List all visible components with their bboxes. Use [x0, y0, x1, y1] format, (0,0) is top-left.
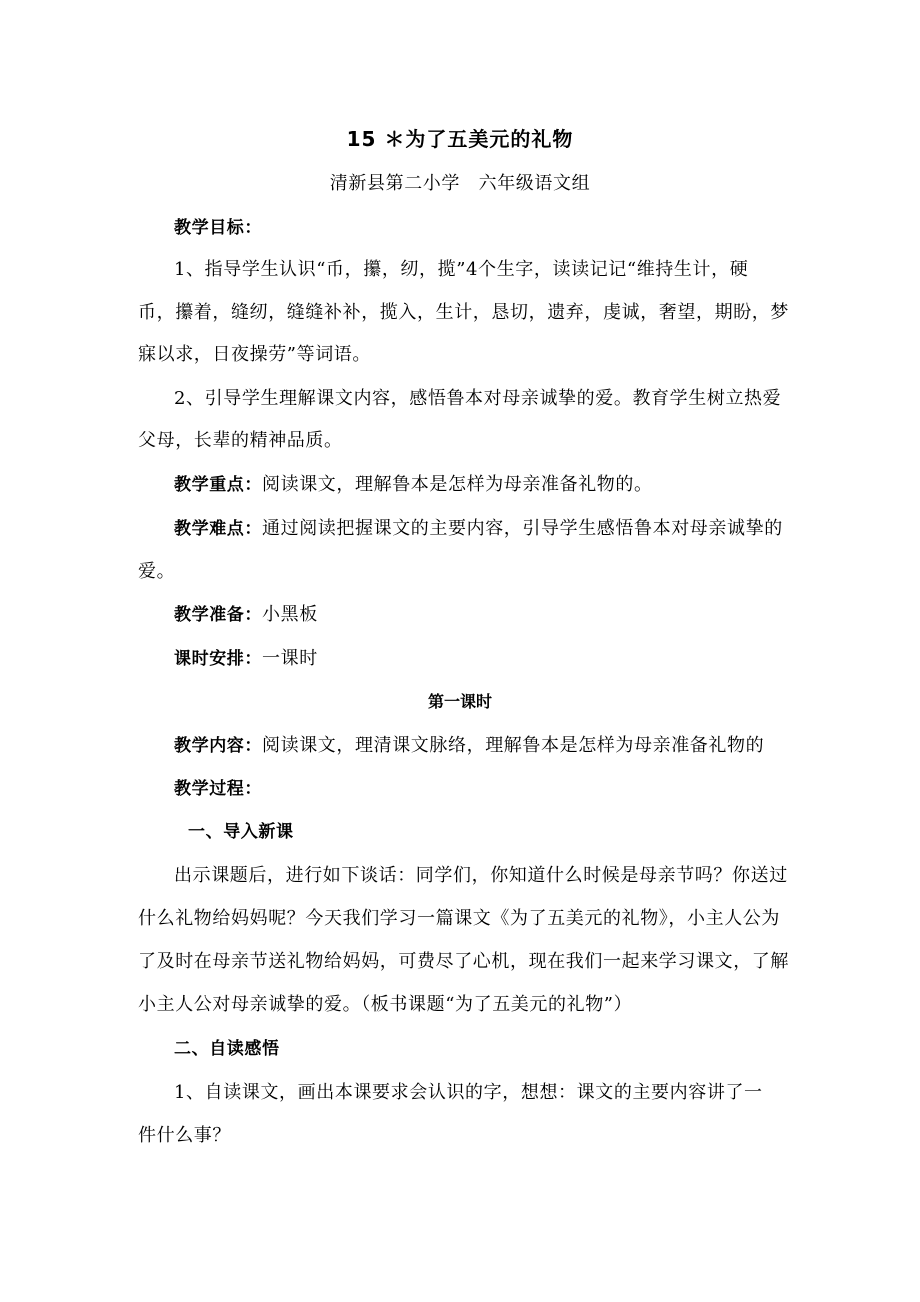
- preparation-label: 教学准备：: [174, 605, 262, 625]
- difficulty-text: 通过阅读把握课文的主要内容，引导学生感悟鲁本对母亲诚挚的: [262, 518, 783, 539]
- objectives-label: 教学目标：: [174, 218, 262, 238]
- section2-heading: 二、自读感悟: [174, 1039, 280, 1059]
- content-label: 教学内容：: [174, 736, 262, 756]
- page-title: 15 ＊为了五美元的礼物: [346, 127, 574, 151]
- objective1-line2: 币，攥着，缝纫，缝缝补补，揽入，生计，恳切，遗弃，虔诚，奢望，期盼，梦: [138, 302, 789, 323]
- objective1-line3: 寐以求，日夜操劳”等词语。: [138, 344, 372, 365]
- section1-line2: 什么礼物给妈妈呢？今天我们学习一篇课文《为了五美元的礼物》，小主人公为: [138, 908, 780, 929]
- difficulty-text-cont: 爱。: [138, 561, 176, 582]
- preparation: [138, 604, 824, 626]
- content-text: 阅读课文，理清课文脉络，理解鲁本是怎样为母亲准备礼物的: [262, 735, 765, 756]
- difficulty: [138, 518, 824, 540]
- difficulty-label: 教学难点：: [174, 519, 262, 539]
- section1-heading: 一、导入新课: [188, 822, 294, 842]
- key-point-label: 教学重点：: [174, 475, 262, 495]
- section2-line2: 件什么事？: [138, 1125, 231, 1146]
- section1-line1: 出示课题后，进行如下谈话：同学们，你知道什么时候是母亲节吗？你送过: [174, 865, 788, 886]
- preparation-text: 小黑板: [262, 604, 318, 625]
- section2-line1: 1、自读课文，画出本课要求会认识的字，想想：课文的主要内容讲了一: [174, 1082, 763, 1103]
- key-point-text: 阅读课文，理解鲁本是怎样为母亲准备礼物的。: [262, 474, 653, 495]
- process-label: 教学过程：: [174, 779, 262, 799]
- section1-line4: 小主人公对母亲诚挚的爱。（板书课题“为了五美元的礼物”）: [138, 994, 633, 1015]
- section1-line3: 了及时在母亲节送礼物给妈妈，可费尽了心机，现在我们一起来学习课文，了解: [138, 951, 789, 972]
- schedule-label: 课时安排：: [174, 649, 262, 669]
- schedule: [138, 648, 824, 670]
- key-point: [138, 474, 824, 496]
- content: [138, 735, 824, 757]
- objective1-line1: 1、指导学生认识“币，攥，纫，揽”4个生字，读读记记“维持生计，硬: [174, 259, 749, 280]
- lesson-title: 第一课时: [427, 692, 492, 711]
- subtitle: 清新县第二小学 六年级语文组: [329, 173, 591, 194]
- objective2-line1: 2、引导学生理解课文内容，感悟鲁本对母亲诚挚的爱。教育学生树立热爱: [174, 388, 782, 409]
- schedule-text: 一课时: [262, 648, 318, 669]
- objective2-line2: 父母，长辈的精神品质。: [138, 430, 343, 451]
